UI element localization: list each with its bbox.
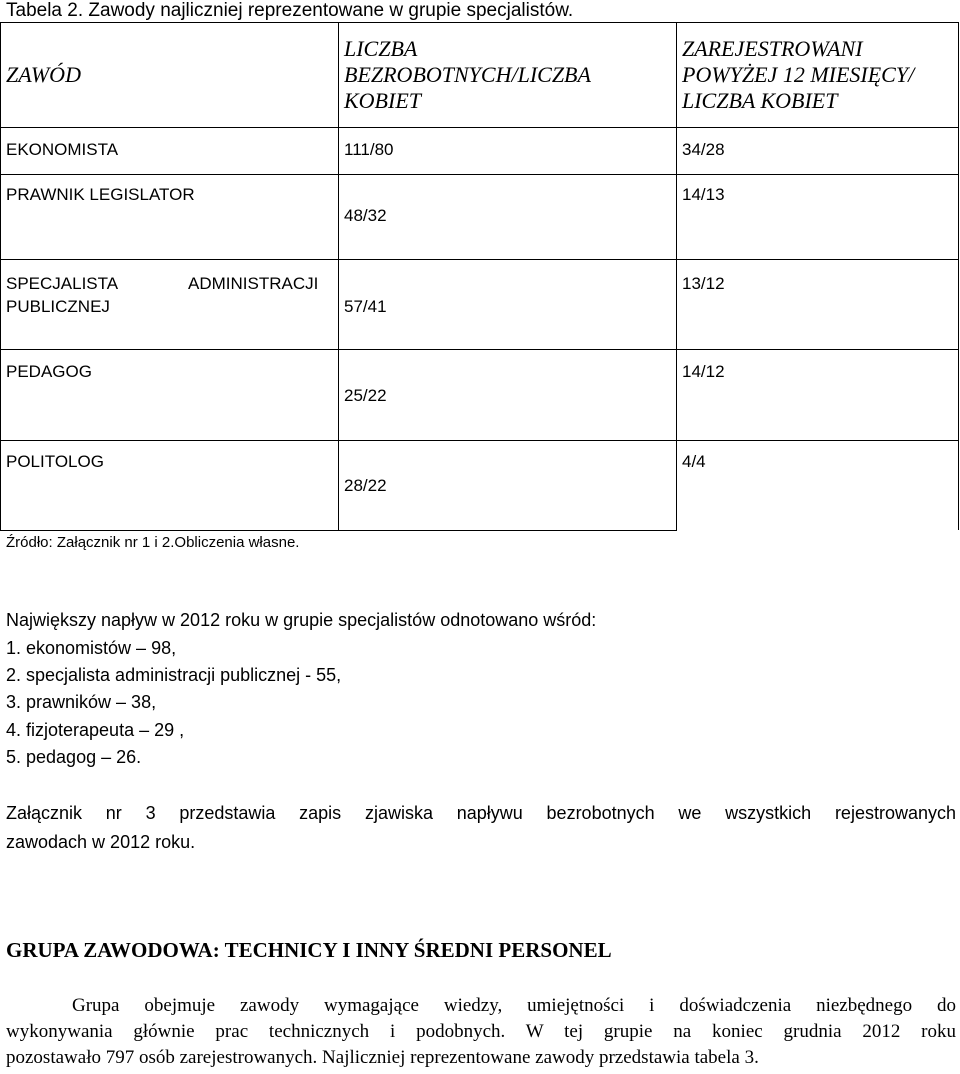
table-border-left: [0, 22, 1, 530]
table-border-top: [0, 22, 959, 23]
annex-note-line: Załącznik nr 3 przedstawia zapis zjawiska napływu bezrobotnych we wszystkich rejestrowanych: [6, 803, 956, 823]
source-note: Źródło: Załącznik nr 1 i 2.Obliczenia własne.: [6, 534, 300, 551]
row-occupation: PEDAGOG: [6, 362, 92, 381]
table-row-divider: [0, 349, 959, 350]
header-occupation: ZAWÓD: [6, 62, 81, 87]
list-item: 3. prawników – 38,: [6, 692, 157, 712]
row-occupation-part: PUBLICZNEJ: [6, 297, 110, 316]
table-row-divider: [0, 440, 959, 441]
row-occupation-part: SPECJALISTA: [6, 274, 119, 293]
row-registered: 14/13: [682, 185, 725, 204]
row-count: 25/22: [344, 386, 387, 405]
header-registered: ZAREJESTROWANI POWYŻEJ 12 MIESIĘCY/ LICZBA KOBIET: [682, 36, 915, 113]
list-item: 5. pedagog – 26.: [6, 747, 142, 767]
row-registered: 14/12: [682, 362, 725, 381]
list-item: 4. fizjoterapeuta – 29 ,: [6, 720, 185, 740]
list-item: 2. specjalista administracji publicznej - 55,: [6, 665, 342, 685]
section-paragraph-line: pozostawało 797 osób zarejestrowanych. Najliczniej reprezentowane zawody przedstawia tabela 3.: [6, 1047, 759, 1068]
row-registered: 34/28: [682, 140, 725, 159]
table-border-bottom: [0, 530, 677, 531]
section-paragraph-line: Grupa obejmuje zawody wymagające wiedzy, umiejętności i doświadczenia niezbędnego do: [72, 995, 956, 1016]
row-count: 48/32: [344, 206, 387, 225]
row-count: 111/80: [344, 140, 394, 159]
table-divider-1: [338, 22, 339, 530]
row-count: 57/41: [344, 297, 387, 316]
table-row-divider: [0, 127, 959, 128]
row-registered: 4/4: [682, 452, 706, 471]
inflow-intro: Największy napływ w 2012 roku w grupie specjalistów odnotowano wśród:: [6, 610, 597, 630]
table-border-right: [958, 22, 959, 530]
specialists-table: [0, 22, 960, 532]
row-occupation-part: ADMINISTRACJI: [188, 274, 319, 293]
row-count: 28/22: [344, 476, 387, 495]
table-divider-2: [676, 22, 677, 530]
row-registered: 13/12: [682, 274, 725, 293]
section-heading: GRUPA ZAWODOWA: TECHNICY I INNY ŚREDNI PERSONEL: [6, 938, 612, 962]
section-paragraph-line: wykonywania głównie prac technicznych i podobnych. W tej grupie na koniec grudnia 2012 roku: [6, 1021, 956, 1042]
table-row-divider: [0, 174, 959, 175]
header-count: LICZBA BEZROBOTNYCH/LICZBA KOBIET: [344, 36, 591, 113]
row-occupation: POLITOLOG: [6, 452, 104, 471]
row-occupation: PRAWNIK LEGISLATOR: [6, 185, 195, 204]
table-row-divider: [0, 259, 959, 260]
annex-note-line: zawodach w 2012 roku.: [6, 832, 196, 852]
table-caption: Tabela 2. Zawody najliczniej reprezentowane w grupie specjalistów.: [6, 0, 574, 21]
list-item: 1. ekonomistów – 98,: [6, 638, 177, 658]
row-occupation: EKONOMISTA: [6, 140, 119, 159]
